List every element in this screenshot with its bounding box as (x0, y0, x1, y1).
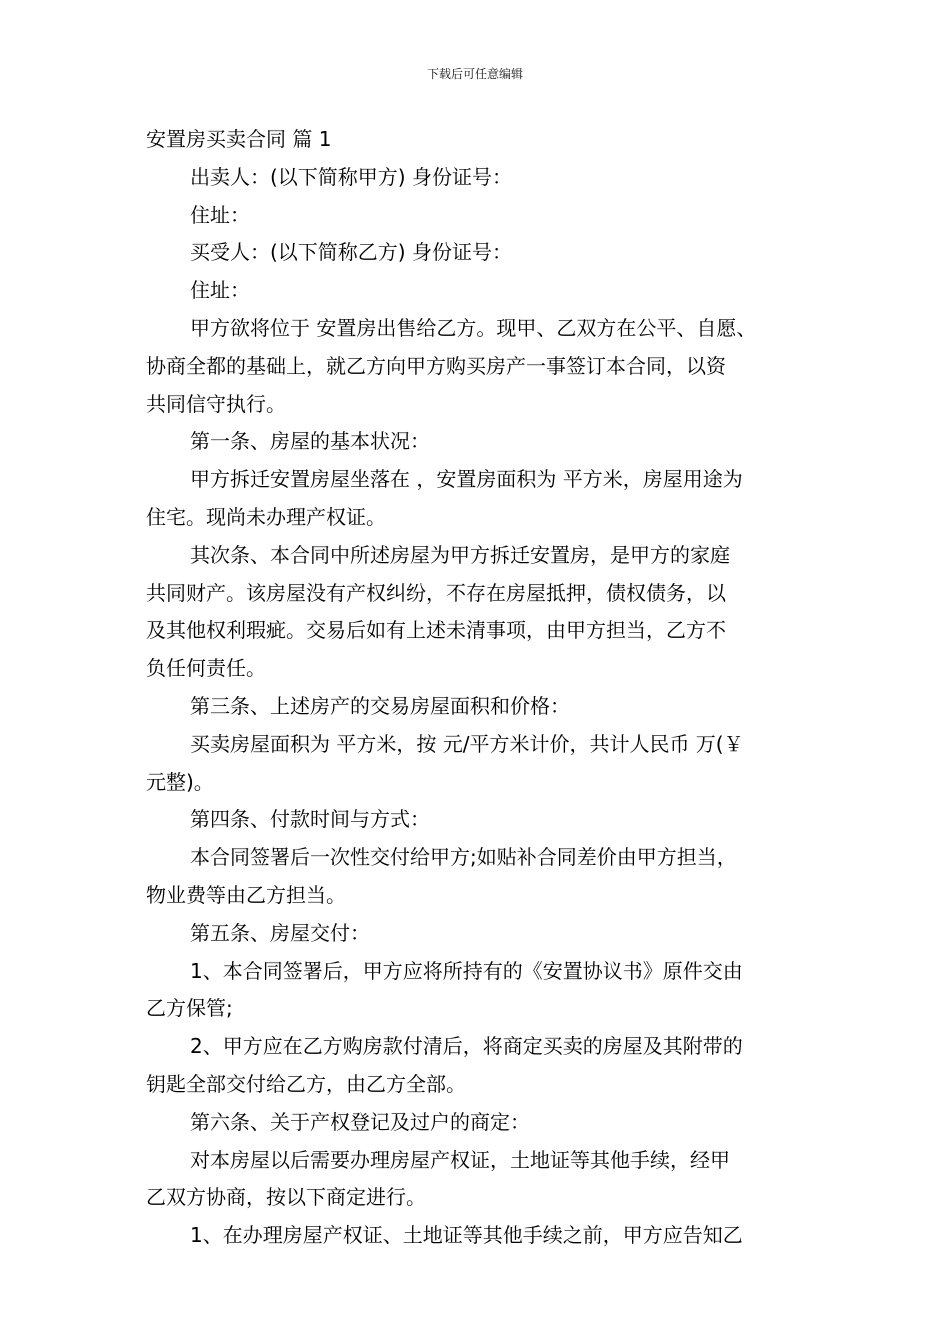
contract-line: 共同信守执行。 (146, 391, 286, 416)
page-header-note: 下载后可任意编辑 (426, 67, 523, 81)
contract-line: 乙双方协商，按以下商定进行。 (146, 1185, 426, 1210)
contract-line: 第四条、付款时间与方式： (190, 807, 430, 832)
contract-line: 甲方欲将位于 安置房出售给乙方。现甲、乙双方在公平、自愿、 (190, 315, 757, 340)
contract-line: 甲方拆迁安置房屋坐落在 ，安置房面积为 平方米，房屋用途为 (190, 467, 743, 492)
contract-line: 住址： (190, 202, 250, 227)
contract-line: 负任何责任。 (146, 656, 266, 681)
contract-line: 买受人：(以下简称乙方) 身份证号： (190, 240, 512, 265)
contract-line: 元整)。 (146, 769, 214, 794)
contract-line: 第五条、房屋交付： (190, 920, 370, 945)
contract-line: 本合同签署后一次性交付给甲方;如贴补合同差价由甲方担当， (190, 845, 737, 870)
contract-line: 第三条、上述房产的交易房屋面积和价格： (190, 693, 570, 718)
contract-line: 其次条、本合同中所述房屋为甲方拆迁安置房，是甲方的家庭 (190, 542, 730, 567)
contract-lines (146, 159, 808, 1255)
contract-line: 1、本合同签署后，甲方应将所持有的《安置协议书》原件交由 (190, 958, 743, 983)
contract-line: 2、甲方应在乙方购房款付清后，将商定买卖的房屋及其附带的 (190, 1034, 743, 1059)
contract-line: 乙方保管; (146, 996, 233, 1021)
contract-line: 物业费等由乙方担当。 (146, 882, 346, 907)
contract-line: 共同财产。该房屋没有产权纠纷，不存在房屋抵押，债权债务，以 (146, 580, 726, 605)
contract-line: 出卖人：(以下简称甲方) 身份证号： (190, 164, 512, 189)
contract-line: 住宅。现尚未办理产权证。 (146, 504, 386, 529)
contract-line: 钥匙全部交付给乙方，由乙方全部。 (146, 1071, 466, 1096)
contract-line: 1、在办理房屋产权证、土地证等其他手续之前，甲方应告知乙 (190, 1223, 743, 1248)
contract-line: 第六条、关于产权登记及过户的商定： (190, 1109, 530, 1134)
contract-line: 住址： (190, 278, 250, 303)
document-title: 安置房买卖合同 篇 1 (146, 127, 332, 151)
contract-body (146, 121, 808, 1255)
contract-line: 及其他权利瑕疵。交易后如有上述未清事项，由甲方担当，乙方不 (146, 618, 726, 643)
contract-line: 协商全都的基础上，就乙方向甲方购买房产一事签订本合同，以资 (146, 353, 726, 378)
contract-line: 对本房屋以后需要办理房屋产权证，土地证等其他手续，经甲 (190, 1147, 730, 1172)
contract-line: 第一条、房屋的基本状况： (190, 429, 430, 454)
contract-line: 买卖房屋面积为 平方米，按 元/平方米计价，共计人民币 万(￥ (190, 731, 744, 756)
